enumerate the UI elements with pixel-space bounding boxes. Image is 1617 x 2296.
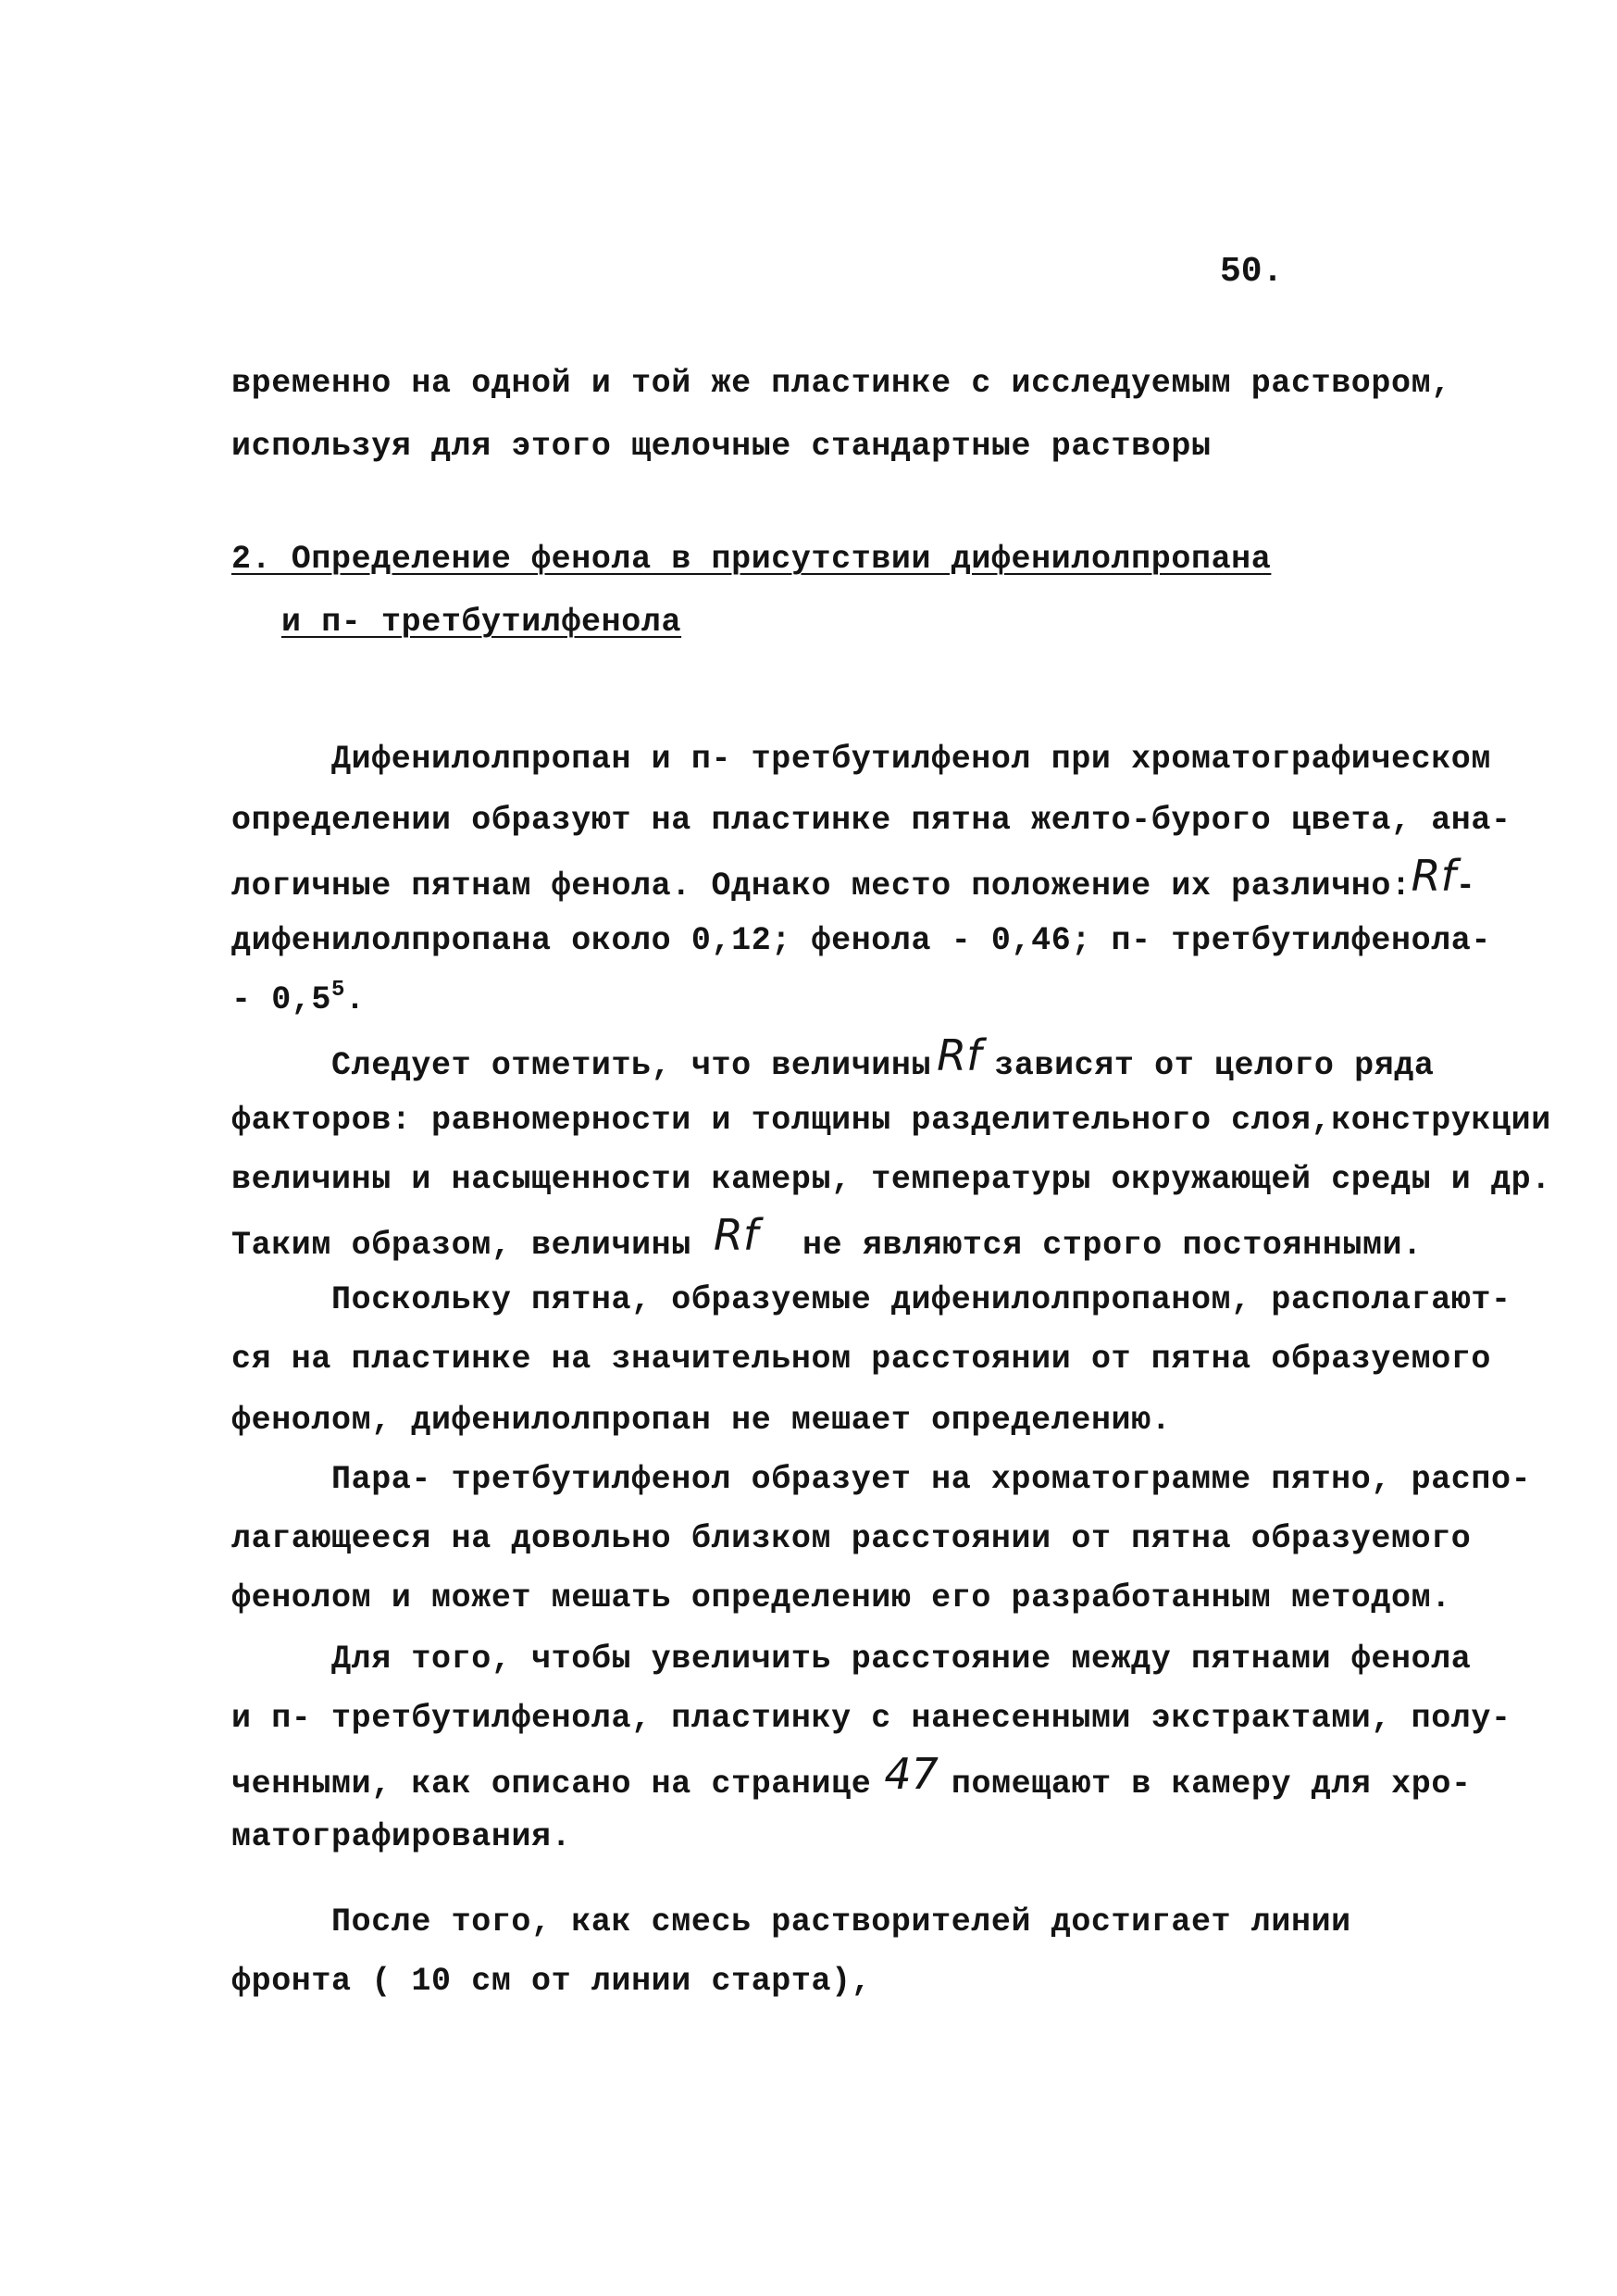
text-line <box>231 1749 1472 1804</box>
text-line: лагающееся на довольно близком расстоянии от пятна образуемого <box>231 1520 1472 1557</box>
text-segment: логичные пятнам фенола. Однако место положение их различно: <box>231 867 1412 905</box>
text-segment: ченными, как описано на странице <box>231 1766 872 1803</box>
text-line: Для того, чтобы увеличить расстояние между пятнами фенола <box>331 1641 1472 1678</box>
text-line: используя для этого щелочные стандартные растворы <box>231 428 1212 465</box>
text-segment: Таким образом, величины <box>231 1227 691 1264</box>
text-segment: Следует отметить, что величины <box>331 1047 932 1084</box>
text-line: фенолом, дифенилолпропан не мешает определению. <box>231 1402 1172 1439</box>
text-line: ся на пластинке на значительном расстоянии от пятна образуемого <box>231 1341 1492 1378</box>
text-line: фенолом и может мешать определению его разработанным методом. <box>231 1579 1451 1616</box>
text-line: определении образуют на пластинке пятна желто-бурого цвета, ана- <box>231 802 1511 839</box>
text-line: После того, как смесь растворителей достигает линии <box>331 1903 1351 1940</box>
text-line: Дифенилолпропан и п- третбутилфенол при хроматографическом <box>331 741 1491 778</box>
section-heading-cont: и п- третбутилфенола <box>281 604 682 641</box>
handwritten-rf: Rf <box>1411 851 1456 901</box>
handwritten-rf: Rf <box>713 1210 759 1260</box>
text-segment: - 0,5 <box>231 981 332 1018</box>
text-line: Пара- третбутилфенол образует на хроматограмме пятно, распо- <box>331 1461 1532 1498</box>
text-line: фронта ( 10 см от линии старта), <box>231 1963 872 2000</box>
text-segment: не являются строго постоянными. <box>802 1227 1423 1264</box>
page-number: 50. <box>1220 252 1284 292</box>
text-line <box>231 851 1476 906</box>
text-segment: . <box>345 981 366 1018</box>
text-line: матографирования. <box>231 1818 572 1855</box>
text-line <box>331 1030 1435 1086</box>
text-line: величины и насыщенности камеры, температуры окружающей среды и др. <box>231 1161 1551 1198</box>
text-line: Поскольку пятна, образуемые дифенилолпропаном, располагают- <box>331 1281 1511 1318</box>
section-heading: 2. Определение фенола в присутствии дифенилолпропана <box>231 541 1272 578</box>
text-segment: - <box>1455 867 1476 905</box>
superscript: 5 <box>331 978 346 1003</box>
handwritten-page-ref: 47 <box>884 1749 939 1799</box>
text-line: дифенилолпропана около 0,12; фенола - 0,46; п- третбутилфенола- <box>231 922 1492 959</box>
text-line: временно на одной и той же пластинке с исследуемым раствором, <box>231 365 1451 402</box>
text-line <box>231 1210 1423 1266</box>
text-line: и п- третбутилфенола, пластинку с нанесенными экстрактами, полу- <box>231 1700 1511 1737</box>
handwritten-rf: Rf <box>937 1030 982 1080</box>
text-line: факторов: равномерности и толщины разделительного слоя,конструкции <box>231 1102 1551 1139</box>
text-segment: помещают в камеру для хро- <box>951 1766 1472 1803</box>
text-segment: зависят от целого ряда <box>994 1047 1435 1084</box>
text-line <box>231 980 366 1024</box>
